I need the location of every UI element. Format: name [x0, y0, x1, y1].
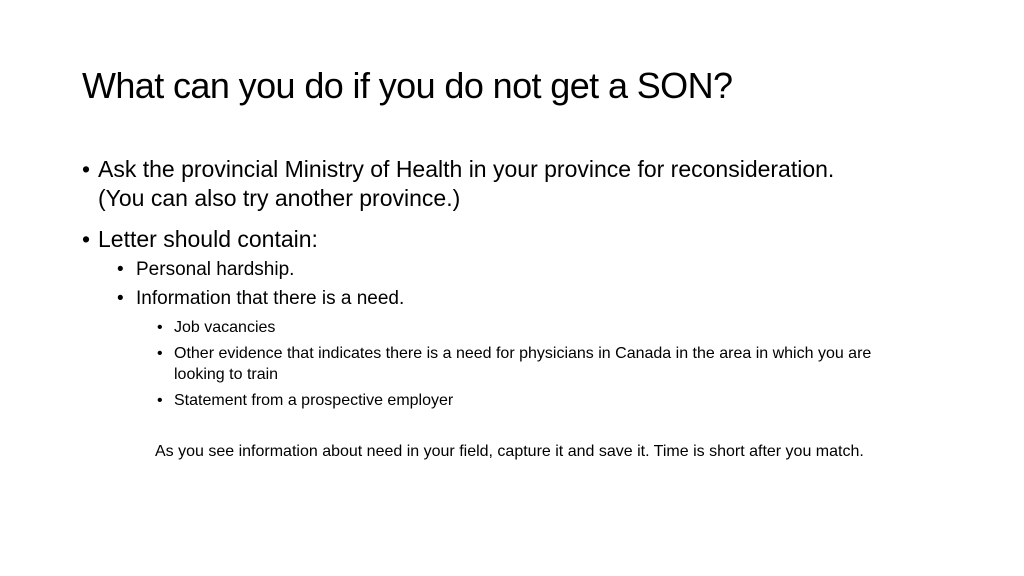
sub-bullet-item — [117, 287, 877, 311]
sub-bullet-text: Information that there is a need. — [136, 288, 405, 309]
bullet-item — [82, 225, 842, 254]
bullet-dot-icon: • — [157, 345, 163, 362]
bullet-text: Letter should contain: — [98, 226, 318, 252]
bullet-dot-icon: • — [157, 319, 163, 336]
bullet-dot-icon: • — [157, 392, 163, 409]
sub-sub-bullet-text: Job vacancies — [174, 319, 276, 336]
sub-sub-bullet-item — [157, 390, 917, 411]
bullet-item — [82, 155, 842, 213]
bullet-dot-icon: • — [117, 259, 124, 280]
sub-sub-bullet-text: Statement from a prospective employer — [174, 392, 454, 409]
sub-sub-bullet-item — [157, 343, 917, 385]
sub-bullet-item — [117, 258, 877, 282]
bullet-dot-icon: • — [82, 156, 91, 182]
sub-sub-bullet-text: Other evidence that indicates there is a need for physicians in Canada in the area in which you are looking to train — [174, 345, 872, 383]
bullet-dot-icon: • — [82, 226, 91, 252]
closing-note: As you see information about need in your field, capture it and save it. Time is short after you match. — [155, 443, 864, 460]
sub-sub-bullet-item — [157, 317, 917, 338]
bullet-dot-icon: • — [117, 288, 124, 309]
sub-bullet-text: Personal hardship. — [136, 259, 295, 280]
bullet-text: Ask the provincial Ministry of Health in your province for reconsideration. (You can also try another province.) — [98, 156, 835, 211]
slide-title: What can you do if you do not get a SON? — [82, 65, 733, 106]
